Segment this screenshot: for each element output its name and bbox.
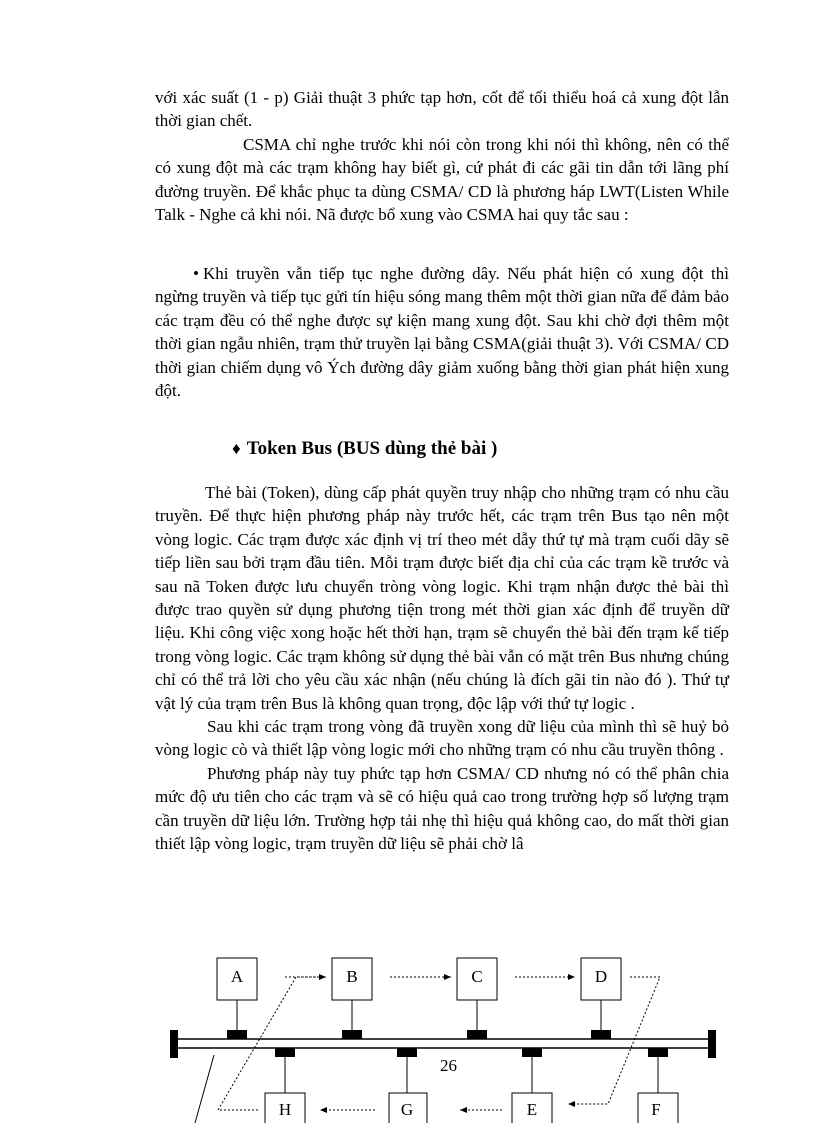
section-heading-text: Token Bus (BUS dùng thẻ bài ) [246,438,498,459]
bullet-text: Khi truyền vẫn tiếp tục nghe đường dây. Nếu phát hiện có xung đột thì ngừng truyền và tiếp tục gửi tín hiệu sóng mang thêm một thời gian nữa để đảm bảo các trạm đều có thể nghe được sự kiện mang xung đột. Sau khi chờ đợi thêm một thời gian ngẫu nhiên, trạm thử truyền lại bằng CSMA(giải thuật 3). Với CSMA/ CD thời gian chiếm dụng vô Ých đường dây giảm xuống bằng thời gian phát hiện xung đột. [155,264,729,401]
page-number: 26 [440,1056,457,1075]
bus-terminator-right [708,1030,716,1058]
station-f [638,1048,678,1123]
station-f-label: F [651,1100,661,1119]
paragraph-token-intro: Thẻ bài (Token), dùng cấp phát quyền truy nhập cho những trạm có nhu cầu truyền. Để thực hiện phương pháp này trước hết, các trạm trên Bus tạo nên một vòng logic. Các trạm được xác định vị trí theo mét dẫy thứ tự mà trạm cuối dãy sẽ tiếp liền sau bởi trạm đầu tiên. Mỗi trạm được biết địa chỉ của các trạm kề trước và sau nã Token được lưu chuyển tròng vòng logic. Khi trạm nhận được thẻ bài thì được trao quyền sử dụng phương tiện trong mét thời gian xác định để truyền dữ liệu. Khi công việc xong hoặc hết thời hạn, trạm sẽ chuyển thẻ bài đến trạm kế tiếp trong vòng logic. Các trạm không sử dụng thẻ bài vẫn có mặt trên Bus nhưng chúng chỉ có thể trả lời cho yêu cầu xác nhận (nếu chúng là đích gãi tin nào đó ). Thứ tự vật lý của trạm trên Bus là không quan trọng, độc lập với thứ tự logic . [155,483,729,713]
station-e-label: E [526,1100,538,1119]
paragraph-continuation: với xác suất (1 - p) Giải thuật 3 phức tạp hơn, cốt để tối thiểu hoá cả xung đột lẫn thời gian chết. [155,88,729,131]
station-a [217,958,257,1039]
bullet-marker: • [193,264,199,283]
station-g-label: G [400,1100,414,1119]
station-g [389,1048,427,1123]
station-d-label: D [594,967,608,986]
station-b-label: B [346,967,358,986]
station-a-label: A [230,967,244,986]
station-h-label: H [278,1100,292,1119]
paragraph-token-destroy: Sau khi các trạm trong vòng đã truyền xong dữ liệu của mình thì sẽ huỷ bỏ vòng logic cò và thiết lập vòng logic mới cho những trạm có nhu cầu truyền thông . [155,717,729,760]
paragraph-token-compare: Phương pháp này tuy phức tạp hơn CSMA/ CD nhưng nó có thể phân chia mức độ ưu tiên cho các trạm và sẽ có hiệu quả cao trong trường hợp số lượng trạm cần truyền dữ liệu lớn. Trường hợp tải nhẹ thì hiệu quả không cao, do mất thời gian thiết lập vòng logic, trạm truyền dữ liệu sẽ phải chờ lâ [155,763,729,854]
station-c [457,958,497,1039]
diagonal-line [195,1055,214,1123]
diamond-icon: ♦ [232,439,241,458]
station-e [512,1048,552,1123]
station-h [265,1048,305,1123]
station-d [581,958,621,1039]
station-b [332,958,372,1039]
bus-line [176,1039,710,1048]
bus-terminator-left [170,1030,178,1058]
paragraph-csma: CSMA chỉ nghe trước khi nói còn trong khi nói thì không, nên có thể có xung đột mà các trạm không hay biết gì, cứ phát đi các gãi tin dẫn tới lãng phí đường truyền. Để khắc phục ta dùng CSMA/ CD là phương háp LWT(Listen While Talk - Nghe cả khi nói. Nã được bổ xung vào CSMA hai quy tắc sau : [155,134,729,225]
station-c-label: C [471,967,483,986]
